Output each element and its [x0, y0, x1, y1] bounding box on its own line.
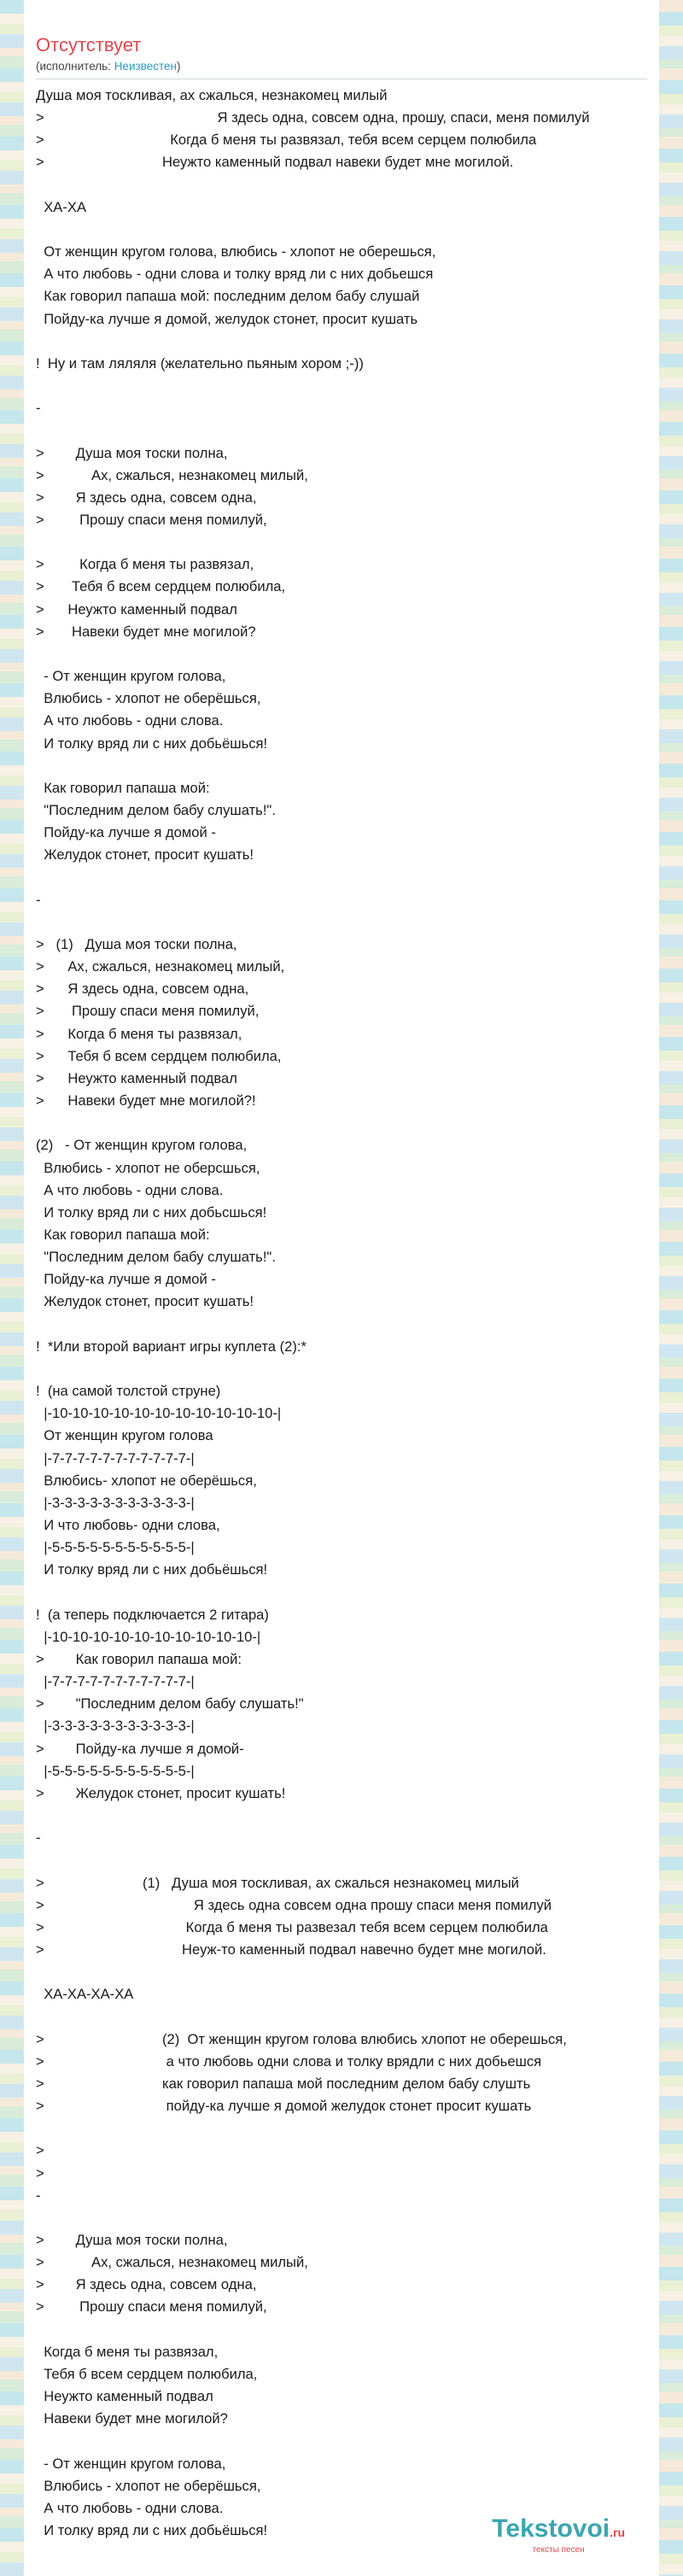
lyric-line — [36, 331, 659, 353]
logo-main-text: Tekstovoi — [492, 2515, 610, 2543]
lyric-line: > Я здесь одна, совсем одна, прошу, спаси, меня помилуй — [36, 109, 590, 126]
lyric-line: А что любовь - одни слова. — [36, 1181, 224, 1198]
lyric-line: > как говорил папаша мой последним делом бабу слушть — [36, 2075, 531, 2092]
lyric-line: > Я здесь одна, совсем одна, — [36, 2276, 257, 2293]
lyric-line — [36, 419, 659, 442]
lyric-line: Тебя б всем сердцем полюбила, — [36, 2365, 258, 2382]
lyric-line — [36, 375, 659, 397]
lyric-line: > Навеки будет мне могилой? — [36, 623, 256, 640]
lyric-line: Как говорил папаша мой: последним делом бабу слушай — [36, 288, 420, 305]
lyric-line: |-5-5-5-5-5-5-5-5-5-5-5-| — [36, 1539, 195, 1556]
lyric-line: |-10-10-10-10-10-10-10-10-10-10-10-| — [36, 1405, 282, 1422]
left-decorative-stripe — [0, 0, 24, 2576]
lyric-line: Влюбись - хлопот не оберсшься, — [36, 1159, 260, 1176]
lyric-line: ! (а теперь подключается 2 гитара) — [36, 1606, 269, 1623]
lyric-line: Желудок стонет, просит кушать! — [36, 1293, 254, 1310]
right-decorative-stripe — [659, 0, 683, 2576]
lyric-line: - — [36, 2187, 41, 2204]
lyric-line — [36, 2117, 659, 2140]
lyric-line: > Ах, сжалься, незнакомец милый, — [36, 466, 308, 483]
lyric-line: Неужто каменный подвал — [36, 2388, 213, 2405]
lyric-line: > Душа моя тоски полна, — [36, 2232, 228, 2248]
lyric-line: > Когда б меня ты развязал, — [36, 556, 254, 573]
lyric-line: |-3-3-3-3-3-3-3-3-3-3-3-| — [36, 1718, 195, 1735]
lyric-line — [36, 2207, 659, 2229]
lyric-line: > Навеки будет мне могилой?! — [36, 1092, 256, 1109]
lyric-line: > Тебя б всем сердцем полюбила, — [36, 1047, 282, 1064]
lyric-line: > Душа моя тоски полна, — [36, 444, 228, 461]
lyric-line: И что любовь- одни слова, — [36, 1517, 220, 1533]
lyric-line — [36, 1805, 659, 1827]
lyric-line: > Тебя б всем сердцем полюбила, — [36, 578, 286, 595]
lyric-line: Желудок стонет, просит кушать! — [36, 846, 254, 864]
lyric-line: |-5-5-5-5-5-5-5-5-5-5-5-| — [36, 1762, 195, 1779]
lyric-line: Пойду-ка лучше я домой, желудок стонет, просит кушать — [36, 310, 418, 327]
lyric-line: - От женщин кругом голова, — [36, 668, 226, 685]
lyrics-block — [36, 85, 659, 2542]
lyric-line: - — [36, 1830, 41, 1847]
lyric-line — [36, 219, 659, 241]
meta-prefix: (исполнитель: — [36, 60, 114, 73]
lyric-line — [36, 1314, 659, 1336]
lyric-line — [36, 643, 659, 665]
lyric-line: ! Ну и там ляляля (желательно пьяным хором ;-)) — [36, 354, 364, 372]
lyric-line: Пойду-ка лучше я домой - — [36, 1271, 216, 1288]
song-meta — [36, 58, 659, 75]
lyric-line: А что любовь - одни слова и толку вряд ли с них добьешся — [36, 266, 434, 283]
lyric-line: > Пойду-ка лучше я домой- — [36, 1740, 244, 1757]
lyric-line: И толку вряд ли с них добьёшься! — [36, 2522, 268, 2539]
page-content — [24, 0, 659, 2576]
lyric-line: Душа моя тоскливая, ах сжалься, незнакомец милый — [36, 87, 388, 103]
lyric-line: Влюбись- хлопот не оберёшься, — [36, 1472, 257, 1489]
meta-suffix: ) — [176, 60, 181, 73]
lyric-line: |-10-10-10-10-10-10-10-10-10-10-| — [36, 1628, 261, 1645]
lyric-line: > "Последним делом бабу слушать!" — [36, 1695, 304, 1712]
song-header — [24, 0, 659, 75]
lyric-line: > Я здесь одна совсем одна прошу спаси меня помилуй — [36, 1896, 552, 1913]
lyric-line: > Неуж-то каменный подвал навечно будет мне могилой. — [36, 1941, 546, 1958]
lyric-line — [36, 755, 659, 777]
lyric-line: От женщин кругом голова — [36, 1427, 213, 1444]
lyric-line: > Когда б меня ты развязал, тебя всем серцем полюбила — [36, 132, 537, 149]
lyric-line: Пойду-ка лучше я домой - — [36, 824, 216, 841]
lyric-line: |-3-3-3-3-3-3-3-3-3-3-3-| — [36, 1494, 195, 1511]
lyric-line: > Ах, сжалься, незнакомец милый, — [36, 2254, 308, 2271]
lyric-line: Когда б меня ты развязал, — [36, 2343, 219, 2360]
lyric-line: А что любовь - одни слова. — [36, 712, 224, 729]
lyric-line: > (1) Душа моя тоски полна, — [36, 935, 237, 952]
lyric-line: Как говорил папаша мой: — [36, 779, 210, 796]
logo-wordmark — [492, 2516, 625, 2545]
lyric-line: А что любовь - одни слова. — [36, 2499, 224, 2516]
lyric-line: > Ах, сжалься, незнакомец милый, — [36, 958, 285, 975]
lyric-line: Навеки будет мне могилой? — [36, 2410, 228, 2427]
lyric-line — [36, 531, 659, 553]
lyric-line — [36, 1849, 659, 1871]
lyric-line: |-7-7-7-7-7-7-7-7-7-7-7-| — [36, 1449, 195, 1467]
lyric-line: > пойду-ка лучше я домой желудок стонет просит кушать — [36, 2098, 532, 2115]
lyric-line: (2) - От женщин кругом голова, — [36, 1137, 248, 1154]
lyric-line: И толку вряд ли с них добьсшься! — [36, 1203, 267, 1221]
lyric-line: "Последним делом бабу слушать!". — [36, 1249, 276, 1266]
lyric-line: > (2) От женщин кругом голова влюбись хлопот не оберешься, — [36, 2030, 567, 2047]
lyric-line: ХА-ХА-ХА-ХА — [36, 1986, 134, 2003]
lyric-line — [36, 1581, 659, 1603]
lyric-line: Как говорил папаша мой: — [36, 1226, 210, 1243]
song-title: Отсутствует — [36, 34, 142, 56]
lyric-line: > Прошу спаси меня помилуй, — [36, 2298, 267, 2315]
lyric-line: > Как говорил папаша мой: — [36, 1650, 242, 1667]
logo-suffix: .ru — [610, 2526, 625, 2539]
lyric-line: - — [36, 891, 41, 908]
lyric-line — [36, 1112, 659, 1134]
lyric-line: - — [36, 400, 41, 417]
lyric-line: От женщин кругом голова, влюбись - хлопот не оберешься, — [36, 243, 436, 261]
lyric-line — [36, 866, 659, 888]
lyric-line: Влюбись - хлопот не оберёшься, — [36, 2477, 261, 2494]
lyric-line: > Прошу спаси меня помилуй, — [36, 511, 267, 528]
lyric-line: > (1) Душа моя тоскливая, ах сжалься незнакомец милый — [36, 1874, 519, 1891]
lyric-line: > Неужто каменный подвал — [36, 600, 237, 618]
lyric-line — [36, 2005, 659, 2028]
lyric-line: > Неужто каменный подвал — [36, 1069, 237, 1086]
lyric-line — [36, 1961, 659, 1983]
lyric-line — [36, 1358, 659, 1380]
lyric-line: > — [36, 2142, 44, 2159]
logo-tagline: тексты песен — [532, 2545, 585, 2555]
artist-link[interactable]: Неизвестен — [114, 60, 177, 73]
lyric-line: > а что любовь одни слова и толку врядли с них добьешся — [36, 2052, 542, 2070]
lyric-line: > Я здесь одна, совсем одна, — [36, 981, 249, 998]
lyric-line: |-7-7-7-7-7-7-7-7-7-7-7-| — [36, 1673, 195, 1690]
lyric-line: - От женщин кругом голова, — [36, 2455, 226, 2472]
lyric-line: "Последним делом бабу слушать!". — [36, 802, 276, 818]
lyric-line: > Прошу спаси меня помилуй, — [36, 1003, 260, 1020]
lyric-line: ХА-ХА — [36, 198, 87, 215]
lyric-line: > Я здесь одна, совсем одна, — [36, 489, 257, 506]
lyric-line: > Когда б меня ты развезал тебя всем серцем полюбила — [36, 1918, 548, 1935]
lyric-line — [36, 174, 659, 196]
lyric-line — [36, 2430, 659, 2452]
lyric-line: > — [36, 2164, 44, 2181]
lyric-line: > Неужто каменный подвал навеки будет мне могилой. — [36, 154, 514, 171]
lyric-line: ! *Или второй вариант игры куплета (2):* — [36, 1338, 306, 1355]
lyric-line — [36, 2319, 659, 2341]
lyric-line — [36, 911, 659, 934]
lyric-line: И толку вряд ли с них добьёшься! — [36, 1561, 268, 1578]
lyric-line: Влюбись - хлопот не оберёшься, — [36, 690, 261, 707]
lyric-line: > Когда б меня ты развязал, — [36, 1025, 242, 1042]
lyric-line: > Желудок стонет, просит кушать! — [36, 1784, 286, 1801]
site-logo[interactable] — [492, 2516, 625, 2556]
lyric-line: ! (на самой толстой струне) — [36, 1383, 221, 1400]
lyric-line: И толку вряд ли с них добьёшься! — [36, 735, 268, 752]
